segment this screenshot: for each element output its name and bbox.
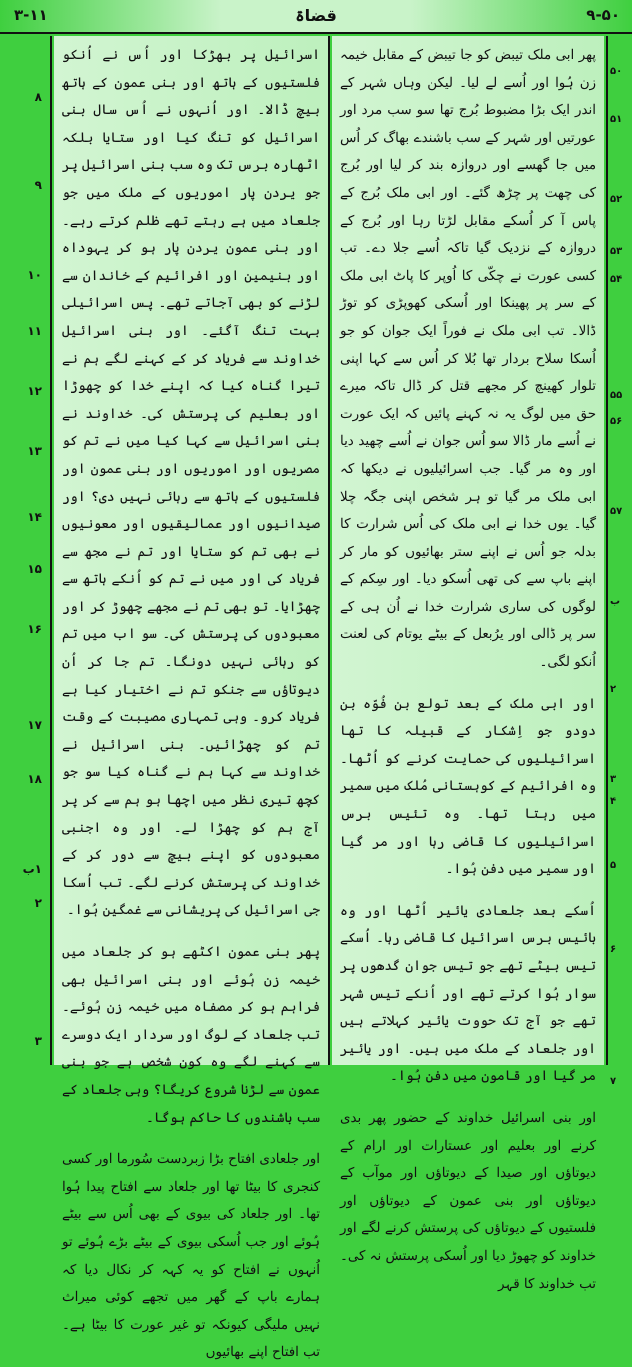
paragraph: اُسکے بعد جلعادی یائیر اُٹھا اور وہ بائیس برس اسرائیل کا قاضی رہا۔ اُسکے تیس بیٹے تھے جو تیس جوان گدھوں پر سوار ہُوا کرتے تھے اور اُنکے تیس شہر تھے جو آج تک حووت یائیر کہلاتے ہیں اور جلعاد کے ملک میں ہیں۔ اور یائیر مر گیا اور قامون میں دفن ہُوا۔	[340, 903, 596, 1085]
right-verse-gutter	[606, 36, 632, 1087]
verse-number: ۷	[610, 1076, 617, 1087]
verse-number: ۱۸	[27, 772, 42, 786]
paragraph: اسرائیل پر بھڑکا اور اُس نے اُنکو فلستیوں کے ہاتھ اور بنی عمون کے ہاتھ بیچ ڈالا۔ اور اُنہوں نے اُس سال بنی اسرائیل کو تنگ کیا اور ستایا بلکہ اٹھارہ برس تک وہ سب بنی اسرائیل پر جو یردن پار اموریوں کے ملک میں جو جلعاد میں ہے رہتے تھے ظلم کرتے رہے۔ اور بنی عمون یردن پار ہو کر یہوداہ اور بنیمین اور افرائیم کے خاندان سے لڑنے کو بھی آجاتے تھے۔ پس اسرائیلی بہت تنگ آگئے۔ اور بنی اسرائیل خداوند سے فریاد کر کے کہنے لگے ہم نے تیرا گناہ کیا کہ اپنے خدا کو چھوڑا اور بعلیم کی پرستش کی۔ خداوند نے بنی اسرائیل سے کہا کیا میں نے تم کو مصریوں اور اموریوں اور بنی عمون اور فلستیوں کے ہاتھ سے رہائی نہیں دی؟ اور صیدانیوں اور عمالیقیوں اور معونیوں نے بھی تم کو ستایا اور تم نے مجھ سے فریاد کی اور میں نے تم کو اُنکے ہاتھ سے چھڑایا۔ تو بھی تم نے مجھے چھوڑ کر اور معبودوں کی پرستش کی۔ سو اب میں تم کو رہائی نہیں دونگا۔ تم جا کر اُن دیوتاؤں سے جنکو تم نے اختیار کیا ہے فریاد کرو۔ وہی تمہاری مصیبت کے وقت تم کو چھڑائیں۔ بنی اسرائیل نے خداوند سے کہا ہم نے گناہ کیا سو جو کچھ تیری نظر میں اچھا ہو ہم سے کر پر آج ہم کو چھڑا لے۔ اور وہ اجنبی معبودوں کو اپنے بیچ سے دور کر کے خداوند کی پرستش کرنے لگے۔ تب اُسکا جی اسرائیل کی پریشانی سے غمگین ہُوا۔	[62, 48, 320, 919]
verse-number: ۱۰	[27, 268, 42, 282]
verse-number: ۵۶	[610, 416, 623, 427]
paragraph: اور بنی اسرائیل خداوند کے حضور پھر بدی کرنے اور بعلیم اور عستارات اور ارام کے دیوتاؤں اور صیدا کے دیوتاؤں اور موآب کے دیوتاؤں اور بنی عمون کے دیوتاؤں اور فلستیوں کے دیوتاؤں کی پرستش کرنے لگے اور خداوند کو چھوڑ دیا اور اُسکی پرستش نہ کی۔ تب خداوند کا قہر	[340, 1110, 596, 1292]
verse-number: ۱۳	[27, 444, 42, 458]
verse-number: ۱۵	[27, 562, 42, 576]
verse-number: ۵۳	[610, 246, 623, 257]
verse-number: ۵۷	[610, 506, 623, 517]
verse-number: ۵۵	[610, 390, 623, 401]
verse-number: ۱۴	[27, 510, 42, 524]
verse-number: ۱۲	[27, 384, 42, 398]
verse-number: ۵	[610, 860, 617, 871]
verse-number: ۹	[34, 178, 42, 192]
paragraph: پھر بنی عمون اکٹھے ہو کر جلعاد میں خیمہ زن ہُوئے اور بنی اسرائیل بھی فراہم ہو کر مصفاہ میں خیمہ زن ہُوئے۔ تب جلعاد کے لوگ اور سردار ایک دوسرے سے کہنے لگے وہ کون شخص ہے جو بنی عمون سے لڑنا شروع کریگا؟ وہی جلعاد کے سب باشندوں کا حاکم ہوگا۔	[62, 945, 320, 1126]
verse-number: ۶	[610, 944, 617, 955]
verse-number: ۱۱	[27, 324, 42, 338]
verse-number: ۲	[610, 684, 617, 695]
page-header	[0, 0, 632, 34]
paragraph: اور جلعادی افتاح بڑا زبردست سُورما اور کسی کنجری کا بیٹا تھا اور جلعاد سے افتاح پیدا ہُوا تھا۔ اور جلعاد کی بیوی کے بھی اُس سے بیٹے ہُوئے اور جب اُسکی بیوی کے بیٹے بڑے ہُوئے تو اُنہوں نے افتاح کو یہ کہہ کر نکال دیا کہ ہمارے باپ کے گھر میں تجھے کوئی میراث نہیں ملیگی کیونکہ تو غیر عورت کا بیٹا ہے۔ تب افتاح اپنے بھائیوں	[62, 1152, 320, 1361]
verse-number: ۵۴	[610, 274, 623, 285]
verse-number: ۱۷	[27, 718, 42, 732]
verse-number: ۱ب	[22, 862, 42, 876]
paragraph: اور ابی ملک کے بعد تولع بن فُوّہ بن دودو جو اِشکار کے قبیلہ کا تھا اسرائیلیوں کی حمایت کرنے کو اُٹھا۔ وہ افرائیم کے کوہستانی مُلک میں سمیر میں رہتا تھا۔ وہ تئیس برس اسرائیلیوں کا قاضی رہا اور مر گیا اور سمیر میں دفن ہُوا۔	[340, 696, 596, 878]
verse-number: ۳	[610, 774, 617, 785]
verse-number: ۱۶	[27, 622, 42, 636]
verse-number: ۲	[34, 896, 42, 910]
chapter-reference-left: ۳-۱۱	[14, 6, 48, 24]
verse-number: ب	[610, 596, 621, 607]
right-text-column	[332, 36, 604, 1292]
verse-number: ۵۰	[610, 66, 623, 77]
paragraph: پھر ابی ملک تیبض کو جا تیبض کے مقابل خیمہ زن ہُوا اور اُسے لے لیا۔ لیکن وہاں شہر کے اندر ایک بڑا مضبوط بُرج تھا سو سب مرد اور عورتیں اور شہر کے سب باشندے بھاگ کر اُس میں جا گھسے اور دروازہ بند کر لیا اور بُرج کی چھت پر چڑھ گئے۔ اور ابی ملک بُرج کے پاس آ کر اُسکے مقابل لڑتا رہا اور بُرج کے دروازہ کے نزدیک گیا تاکہ اُسے جلا دے۔ تب کسی عورت نے چکّی کا اُوپر کا پاٹ ابی ملک کے سر پر پھینکا اور اُسکی کھوپڑی کو توڑ ڈالا۔ تب ابی ملک نے فوراً ایک جوان کو جو اُسکا سلاح بردار تھا بُلا کر اُس سے کہا اپنی تلوار کھینچ کر مجھے قتل کر ڈال تاکہ میرے حق میں لوگ یہ نہ کہنے پائیں کہ ایک عورت نے اُسے مار ڈالا سو اُس جوان نے اُسے چھید دیا اور وہ مر گیا۔ جب اسرائیلیوں نے دیکھا کہ ابی ملک مر گیا تو ہر شخص اپنی جگہ چلا گیا۔ یوں خدا نے ابی ملک کی اُس شرارت کا بدلہ جو اُس نے اپنے ستر بھائیوں کو مار کر اپنے باپ سے کی تھی اُسکو دیا۔ اور سِکم کے لوگوں کی ساری شرارت خدا نے اُن ہی کے سر پر ڈالی اور یرُبعل کے بیٹے یوتام کی لعنت اُنکو لگی۔	[340, 48, 596, 671]
book-title: قضاۃ	[295, 6, 337, 25]
left-text-column	[54, 36, 330, 1361]
chapter-reference-right: ۹-۵۰	[586, 6, 620, 24]
verse-number: ۵۱	[610, 114, 623, 125]
verse-number: ۵۲	[610, 194, 623, 205]
left-verse-gutter	[0, 36, 52, 1065]
verse-number: ۳	[34, 1034, 42, 1048]
verse-number: ۴	[610, 796, 617, 807]
verse-number: ۸	[34, 90, 42, 104]
